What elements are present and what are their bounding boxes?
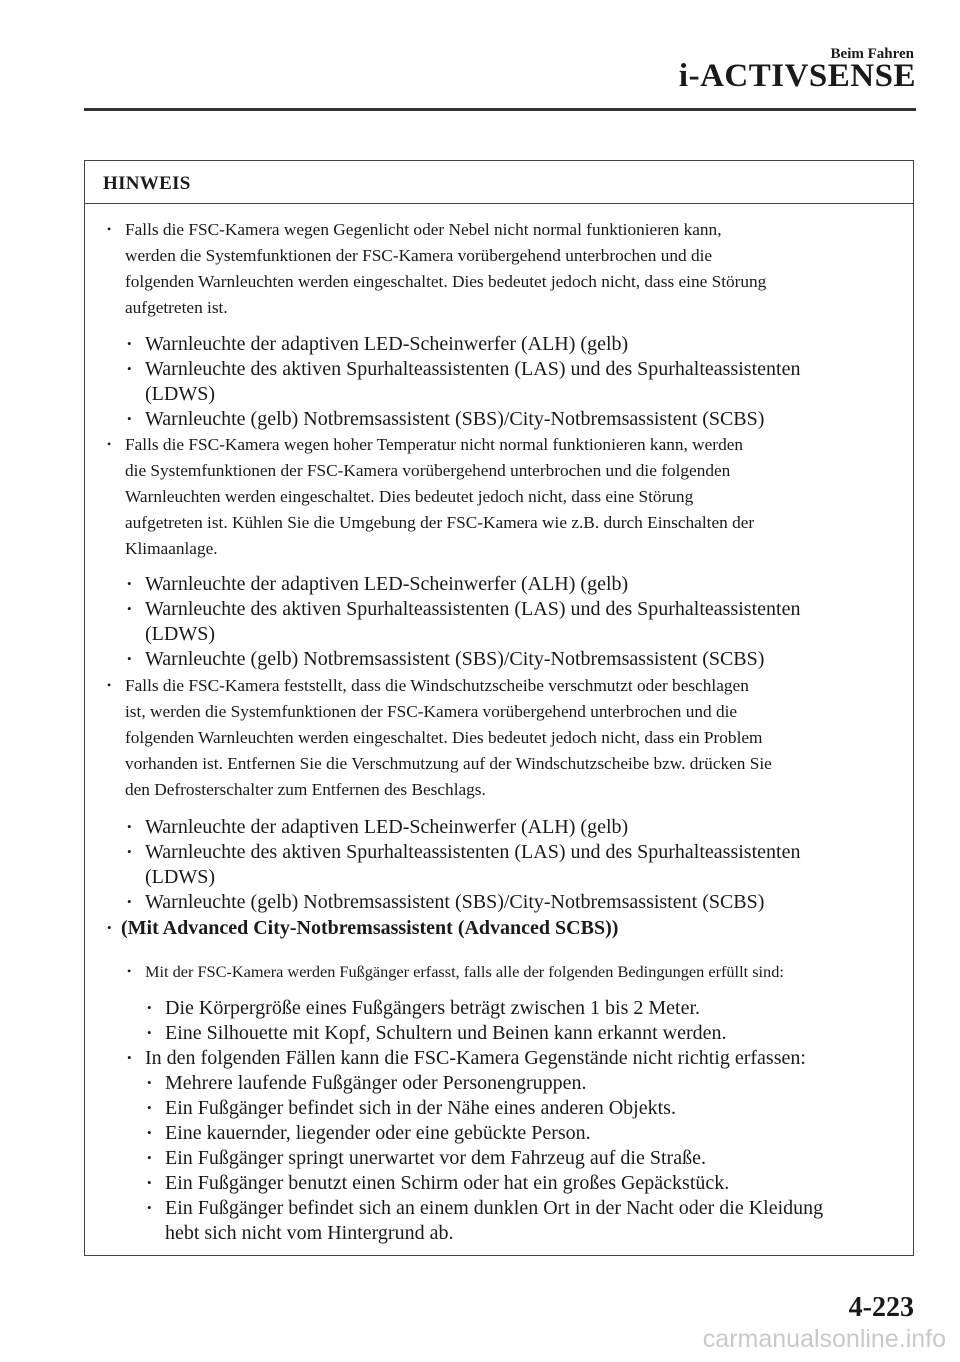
warning-item: (LDWS)	[145, 866, 215, 888]
bullet-icon: •	[127, 336, 132, 351]
bullet-icon: •	[127, 361, 132, 376]
bullet-icon: •	[147, 1025, 152, 1040]
failure-item: Ein Fußgänger befindet sich in der Nähe eines anderen Objekts.	[165, 1097, 676, 1119]
page-number: 4-223	[848, 1292, 914, 1323]
failure-item: hebt sich nicht vom Hintergrund ab.	[165, 1222, 454, 1244]
watermark: carmanualsonline.info	[702, 1325, 946, 1353]
text-line: folgenden Warnleuchten werden eingeschaltet. Dies bedeutet jedoch nicht, dass eine Störung	[125, 272, 767, 291]
bullet-icon: •	[127, 844, 132, 859]
note-divider	[85, 203, 913, 204]
failure-item: Ein Fußgänger befindet sich an einem dunklen Ort in der Nacht oder die Kleidung	[165, 1197, 824, 1219]
bullet-icon: •	[127, 819, 132, 834]
text-line: Warnleuchten werden eingeschaltet. Dies bedeutet jedoch nicht, dass eine Störung	[125, 487, 694, 506]
bullet-icon: •	[107, 678, 112, 692]
bullet-icon: •	[107, 920, 112, 935]
warning-item: (LDWS)	[145, 383, 215, 405]
bullet-icon: •	[147, 1100, 152, 1115]
failure-item: Mehrere laufende Fußgänger oder Personengruppen.	[165, 1072, 587, 1094]
condition-item: Die Körpergröße eines Fußgängers beträgt zwischen 1 bis 2 Meter.	[165, 997, 701, 1019]
text-line: folgenden Warnleuchten werden eingeschaltet. Dies bedeutet jedoch nicht, dass ein Problem	[125, 728, 763, 747]
text-line: Falls die FSC-Kamera wegen hoher Temperatur nicht normal funktionieren kann, werden	[125, 435, 744, 454]
chapter-title: i-ACTIVSENSE	[678, 58, 916, 94]
failure-item: Ein Fußgänger benutzt einen Schirm oder hat ein großes Gepäckstück.	[165, 1172, 730, 1194]
warning-item: (LDWS)	[145, 623, 215, 645]
advanced-heading: (Mit Advanced City-Notbremsassistent (Advanced SCBS))	[121, 917, 619, 939]
note-title: HINWEIS	[103, 173, 191, 194]
bullet-icon: •	[127, 601, 132, 616]
text-line: Falls die FSC-Kamera feststellt, dass die Windschutzscheibe verschmutzt oder beschlagen	[125, 676, 749, 695]
bullet-icon: •	[127, 894, 132, 909]
warning-item: Warnleuchte (gelb) Notbremsassistent (SBS)/City-Notbremsassistent (SCBS)	[145, 891, 765, 913]
bullet-icon: •	[127, 1050, 132, 1065]
condition-item: Eine Silhouette mit Kopf, Schultern und Beinen kann erkannt werden.	[165, 1022, 727, 1044]
warning-item: Warnleuchte der adaptiven LED-Scheinwerfer (ALH) (gelb)	[145, 816, 629, 838]
failure-item: Eine kauernder, liegender oder eine gebückte Person.	[165, 1122, 591, 1144]
bullet-icon: •	[127, 651, 132, 666]
failure-item: Ein Fußgänger springt unerwartet vor dem Fahrzeug auf die Straße.	[165, 1147, 706, 1169]
bullet-icon: •	[147, 1175, 152, 1190]
text-line: Falls die FSC-Kamera wegen Gegenlicht oder Nebel nicht normal funktionieren kann,	[125, 220, 722, 239]
text-line: ist, werden die Systemfunktionen der FSC-Kamera vorübergehend unterbrochen und die	[125, 702, 738, 721]
warning-item: Warnleuchte der adaptiven LED-Scheinwerfer (ALH) (gelb)	[145, 333, 629, 355]
warning-item: Warnleuchte des aktiven Spurhalteassistenten (LAS) und des Spurhalteassistenten	[145, 598, 801, 620]
bullet-icon: •	[147, 1150, 152, 1165]
text-line: aufgetreten ist. Kühlen Sie die Umgebung der FSC-Kamera wie z.B. durch Einschalten der	[125, 513, 755, 532]
detect-intro: Mit der FSC-Kamera werden Fußgänger erfasst, falls alle der folgenden Bedingungen erfüllt sind:	[145, 962, 784, 981]
text-line: werden die Systemfunktionen der FSC-Kamera vorübergehend unterbrochen und die	[125, 246, 713, 265]
bullet-icon: •	[147, 1075, 152, 1090]
bullet-icon: •	[107, 222, 112, 236]
bullet-icon: •	[127, 411, 132, 426]
section-header: Beim Fahren	[830, 46, 914, 62]
note-box	[84, 160, 914, 1256]
warning-item: Warnleuchte der adaptiven LED-Scheinwerfer (ALH) (gelb)	[145, 573, 629, 595]
bullet-icon: •	[147, 1200, 152, 1215]
warning-item: Warnleuchte des aktiven Spurhalteassistenten (LAS) und des Spurhalteassistenten	[145, 841, 801, 863]
text-line: den Defrosterschalter zum Entfernen des Beschlags.	[125, 780, 486, 799]
text-line: die Systemfunktionen der FSC-Kamera vorübergehend unterbrochen und die folgenden	[125, 461, 731, 480]
warning-item: Warnleuchte des aktiven Spurhalteassistenten (LAS) und des Spurhalteassistenten	[145, 358, 801, 380]
bullet-icon: •	[147, 1000, 152, 1015]
bullet-icon: •	[107, 437, 112, 451]
text-line: Klimaanlage.	[125, 539, 218, 558]
fail-intro: In den folgenden Fällen kann die FSC-Kamera Gegenstände nicht richtig erfassen:	[145, 1047, 806, 1069]
warning-item: Warnleuchte (gelb) Notbremsassistent (SBS)/City-Notbremsassistent (SCBS)	[145, 408, 765, 430]
bullet-icon: •	[127, 964, 132, 978]
bullet-icon: •	[127, 576, 132, 591]
text-line: vorhanden ist. Entfernen Sie die Verschmutzung auf der Windschutzscheibe bzw. drücken Sie	[125, 754, 772, 773]
header-rule	[84, 108, 916, 111]
warning-item: Warnleuchte (gelb) Notbremsassistent (SBS)/City-Notbremsassistent (SCBS)	[145, 648, 765, 670]
bullet-icon: •	[147, 1125, 152, 1140]
text-line: aufgetreten ist.	[125, 298, 228, 317]
